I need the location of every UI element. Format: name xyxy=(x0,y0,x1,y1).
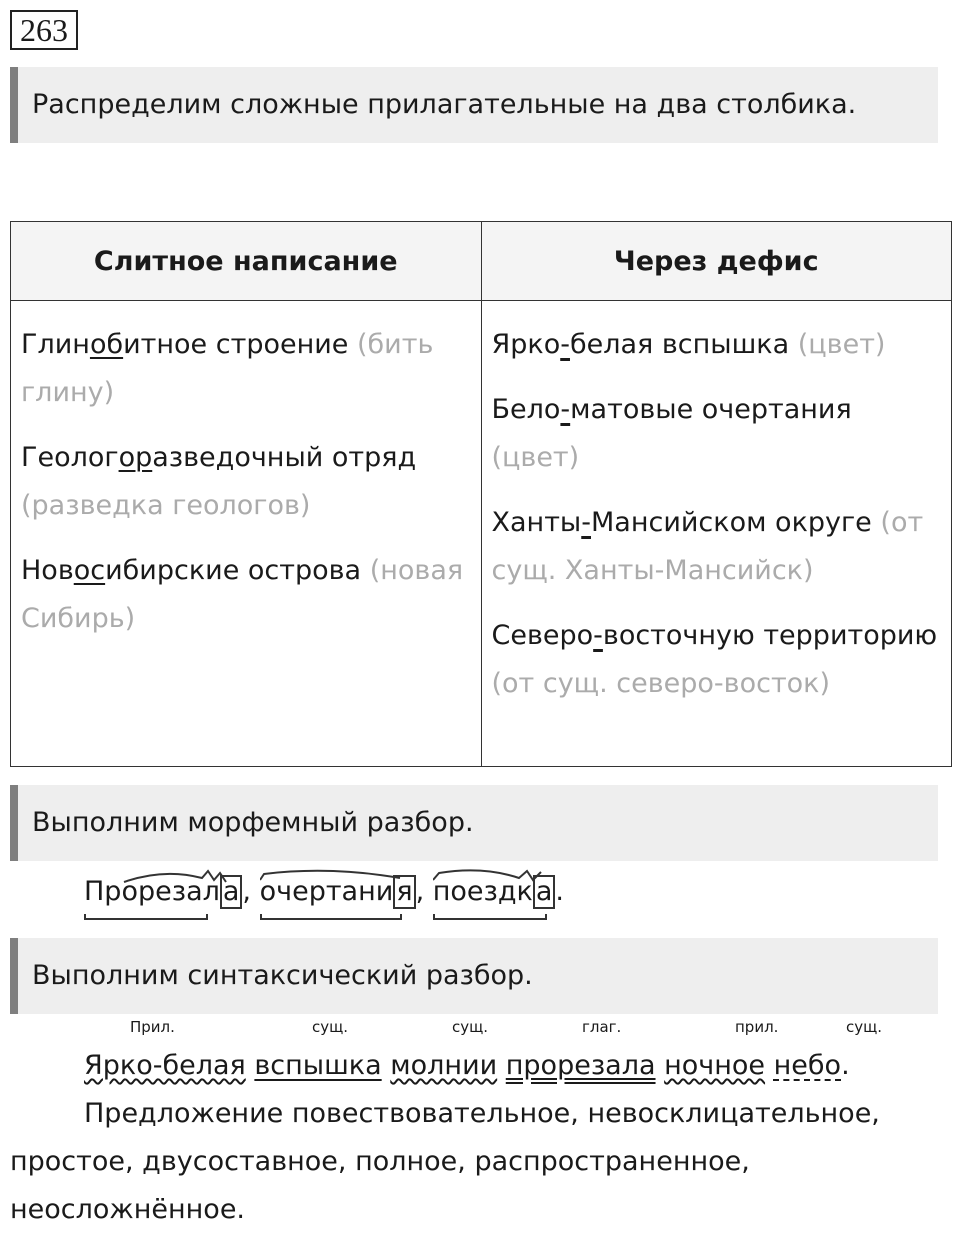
pos-label: прил. xyxy=(735,1018,779,1036)
column-header-solid: Слитное написание xyxy=(11,222,482,301)
column-header-hyphen: Через дефис xyxy=(481,222,952,301)
list-item: Глинобитное строение (бить глину) xyxy=(21,329,434,408)
list-item: Ярко-белая вспышка (цвет) xyxy=(491,329,886,360)
section-heading-morpheme: Выполним морфемный разбор. xyxy=(10,785,938,861)
subject-word: вспышка xyxy=(254,1050,382,1081)
morpheme-word-1: Прорезал а xyxy=(84,868,242,916)
attribute-word: молнии xyxy=(390,1050,498,1081)
predicate-word: прорезала xyxy=(505,1050,656,1081)
morpheme-analysis: Прорезал а , очертани я , поездк а . xyxy=(84,868,564,916)
pos-label: глаг. xyxy=(582,1018,622,1036)
object-word: небо xyxy=(773,1050,842,1081)
morpheme-word-3: поездк а xyxy=(433,868,556,916)
adjectives-table xyxy=(10,221,952,767)
section-heading-syntax: Выполним синтаксический разбор. xyxy=(10,938,938,1014)
list-item: Новосибирские острова (новая Сибирь) xyxy=(21,555,464,634)
section-heading-distribute: Распределим сложные прилагательные на два столбика. xyxy=(10,67,938,143)
list-item: Геологоразведочный отряд (разведка геологов) xyxy=(21,442,417,521)
sentence-description: Предложение повествовательное, невосклицательное, простое, двусоставное, полное, распространенное, неосложнённое. xyxy=(10,1098,880,1225)
list-item: Бело-матовые очертания (цвет) xyxy=(491,394,852,473)
column-solid-cell xyxy=(11,301,482,767)
column-hyphen-cell xyxy=(481,301,952,767)
list-item: Ханты-Мансийском округе (от сущ. Ханты-Мансийск) xyxy=(491,507,924,586)
syntax-sentence: Ярко-белая вспышка молнии прорезала ночное небо. xyxy=(84,1050,850,1081)
attribute-word: ночное xyxy=(664,1050,766,1081)
morpheme-word-2: очертани я xyxy=(260,868,416,916)
pos-label: сущ. xyxy=(452,1018,489,1036)
list-item: Северо-восточную территорию (от сущ. северо-восток) xyxy=(491,620,938,699)
pos-label: сущ. xyxy=(312,1018,349,1036)
pos-label: сущ. xyxy=(846,1018,883,1036)
attribute-word: Ярко-белая xyxy=(84,1050,246,1081)
exercise-number: 263 xyxy=(10,10,78,50)
pos-label: Прил. xyxy=(130,1018,175,1036)
